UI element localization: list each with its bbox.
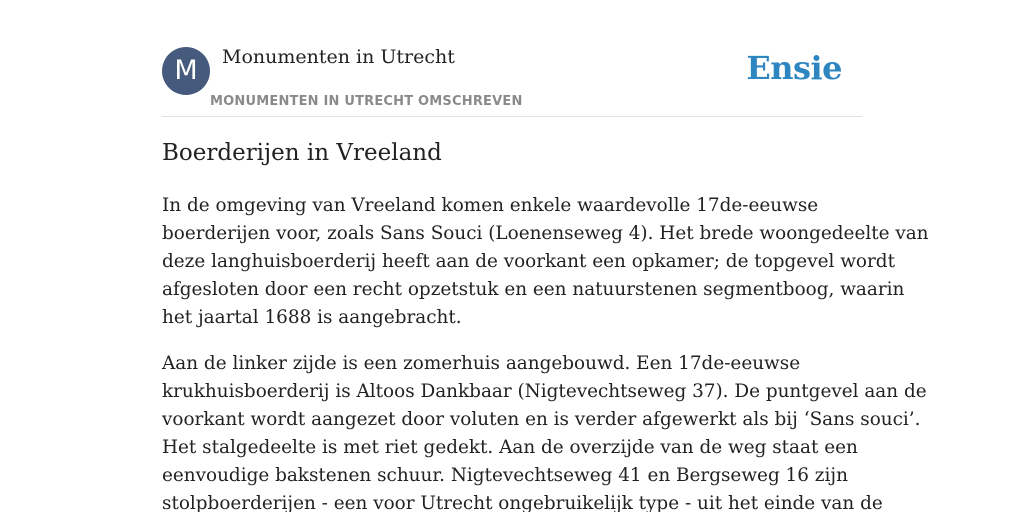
text-line: het jaartal 1688 is aangebracht. — [162, 307, 462, 328]
text-line: boerderijen voor, zoals Sans Souci (Loenenseweg 4). Het brede woongedeelte van — [162, 223, 929, 244]
text-line: afgesloten door een recht opzetstuk en een natuurstenen segmentboog, waarin — [162, 279, 905, 300]
source-header — [162, 45, 862, 117]
text-line: eenvoudige bakstenen schuur. Nigtevechtseweg 41 en Bergseweg 16 zijn — [162, 465, 848, 486]
paragraph — [162, 192, 929, 332]
article-title: Boerderijen in Vreeland — [162, 140, 442, 166]
text-line: Aan de linker zijde is een zomerhuis aangebouwd. Een 17de-eeuwse — [162, 353, 801, 374]
text-line: stolpboerderijen - een voor Utrecht ongebruikelijk type - uit het einde van de — [162, 493, 883, 512]
text-line: In de omgeving van Vreeland komen enkele waardevolle 17de-eeuwse — [162, 195, 819, 216]
text-line: krukhuisboerderij is Altoos Dankbaar (Nigtevechtseweg 37). De puntgevel aan de — [162, 381, 927, 402]
text-line: voorkant wordt aangezet door voluten en is verder afgewerkt als bij ‘Sans souci’. — [162, 409, 921, 430]
source-title[interactable]: Monumenten in Utrecht — [222, 46, 455, 68]
paragraph — [162, 350, 927, 512]
brand-logo[interactable]: Ensie — [746, 49, 842, 87]
article-body — [162, 192, 929, 512]
text-line: Het stalgedeelte is met riet gedekt. Aan de overzijde van de weg staat een — [162, 437, 858, 458]
text-line: deze langhuisboerderij heeft aan de voorkant een opkamer; de topgevel wordt — [162, 251, 895, 272]
source-subtitle: MONUMENTEN IN UTRECHT OMSCHREVEN — [210, 94, 523, 109]
avatar[interactable]: M — [162, 47, 210, 95]
